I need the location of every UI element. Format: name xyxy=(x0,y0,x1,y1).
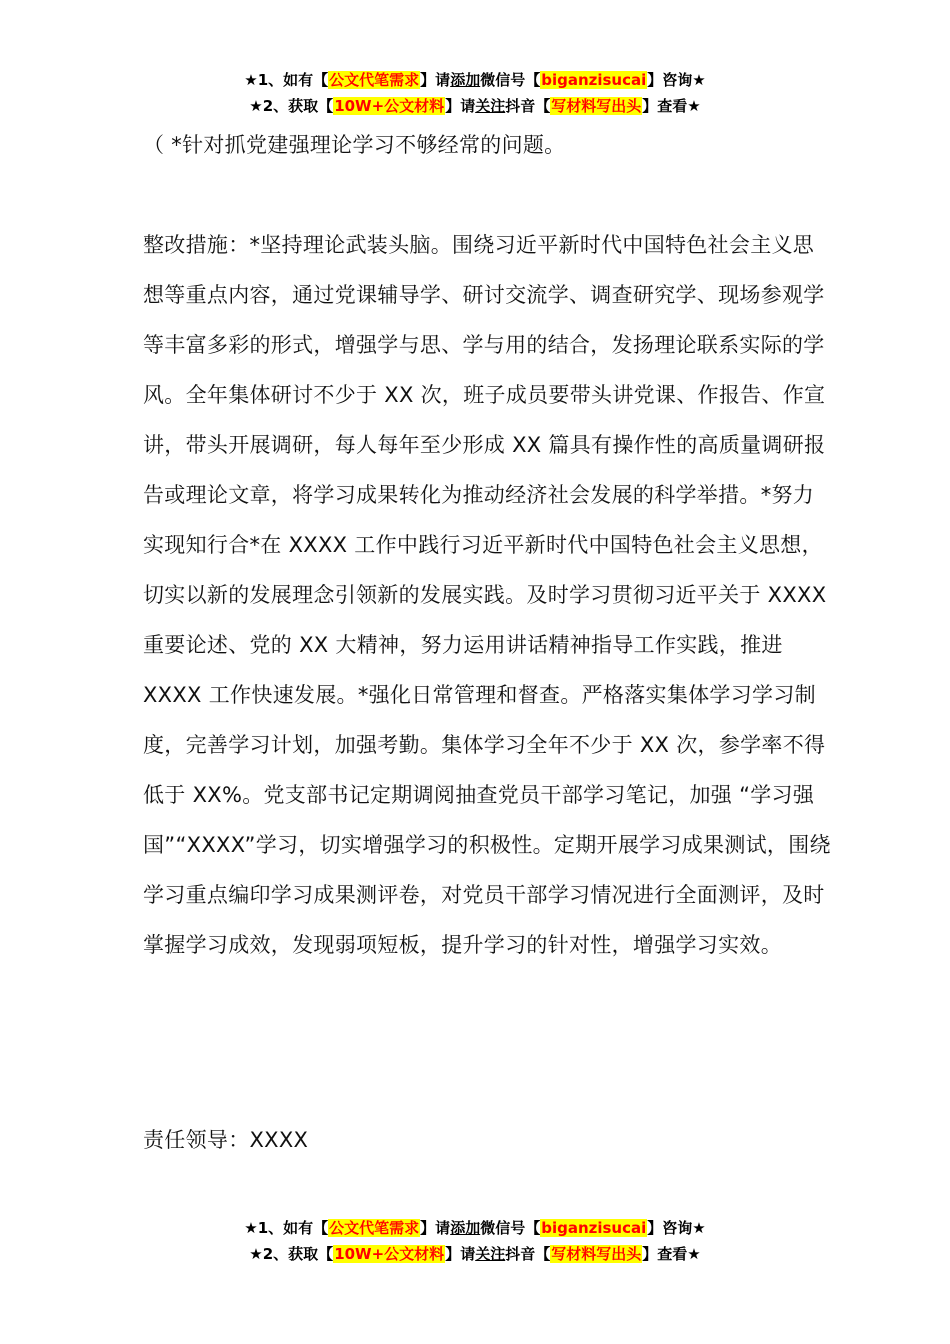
banner-text: 】请 xyxy=(420,1219,451,1237)
banner-text: 】咨询★ xyxy=(647,71,706,89)
banner-line-2 xyxy=(0,1241,950,1267)
banner-text: ★1、如有【 xyxy=(244,71,329,89)
banner-line-2 xyxy=(0,93,950,119)
banner-emphasis: 关注 xyxy=(475,97,506,115)
banner-highlight: biganzisucai xyxy=(541,71,647,89)
document-leader xyxy=(143,1115,833,1165)
banner-text: 抖音【 xyxy=(505,1245,551,1263)
banner-text: ★1、如有【 xyxy=(244,1219,329,1237)
banner-text: 】请 xyxy=(420,71,451,89)
banner-highlight: 公文代笔需求 xyxy=(329,1219,420,1237)
header-banner xyxy=(0,67,950,119)
banner-text: 】咨询★ xyxy=(647,1219,706,1237)
banner-text: 】请 xyxy=(445,97,476,115)
banner-text: 】查看★ xyxy=(642,1245,701,1263)
banner-text: 】查看★ xyxy=(642,97,701,115)
footer-banner xyxy=(0,1215,950,1267)
document-intro xyxy=(143,120,833,170)
banner-text: 微信号【 xyxy=(480,71,541,89)
intro-paragraph: （ *针对抓党建强理论学习不够经常的问题。 xyxy=(143,133,566,157)
banner-text: 】请 xyxy=(445,1245,476,1263)
banner-text: 抖音【 xyxy=(505,97,551,115)
banner-highlight: 10W+公文材料 xyxy=(334,1245,445,1263)
banner-highlight: 10W+公文材料 xyxy=(334,97,445,115)
banner-highlight: 写材料写出头 xyxy=(551,1245,642,1263)
banner-emphasis: 添加 xyxy=(450,71,481,89)
responsible-leader: 责任领导：XXXX xyxy=(143,1128,309,1152)
banner-highlight: 写材料写出头 xyxy=(551,97,642,115)
measures-paragraph: 整改措施：*坚持理论武装头脑。围绕习近平新时代中国特色社会主义思想等重点内容，通过党课辅导学、研讨交流学、调查研究学、现场参观学等丰富多彩的形式，增强学与思、学与用的结合，发扬理论联系实际的学风。全年集体研讨不少于 XX 次，班子成员要带头讲党课、作报告、作宣讲，带头开展调研，每人每年至少形成 XX 篇具有操作性的高质量调研报告或理论文章，将学习成果转化为推动经济社会发展的科学举措。*努力实现知行合*在 XXXX 工作中践行习近平新时代中国特色社会主义思想，切实以新的发展理念引领新的发展实践。及时学习贯彻习近平关于 XXXX 重要论述、党的 XX 大精神，努力运用讲话精神指导工作实践，推进 XXXX 工作快速发展。*强化日常管理和督查。严格落实集体学习学习制度，完善学习计划，加强考勤。集体学习全年不少于 XX 次，参学率不得低于 XX%。党支部书记定期调阅抽查党员干部学习笔记，加强 “学习强国”“XXXX”学习，切实增强学习的积极性。定期开展学习成果测试，围绕学习重点编印学习成果测评卷，对党员干部学习情况进行全面测评，及时掌握学习成效，发现弱项短板，提升学习的针对性，增强学习实效。 xyxy=(143,233,831,957)
banner-text: ★2、获取【 xyxy=(249,97,334,115)
banner-emphasis: 添加 xyxy=(450,1219,481,1237)
banner-emphasis: 关注 xyxy=(475,1245,506,1263)
banner-text: 微信号【 xyxy=(480,1219,541,1237)
banner-highlight: biganzisucai xyxy=(541,1219,647,1237)
banner-line-1 xyxy=(0,67,950,93)
banner-text: ★2、获取【 xyxy=(249,1245,334,1263)
document-measures xyxy=(143,220,833,970)
banner-highlight: 公文代笔需求 xyxy=(329,71,420,89)
banner-line-1 xyxy=(0,1215,950,1241)
